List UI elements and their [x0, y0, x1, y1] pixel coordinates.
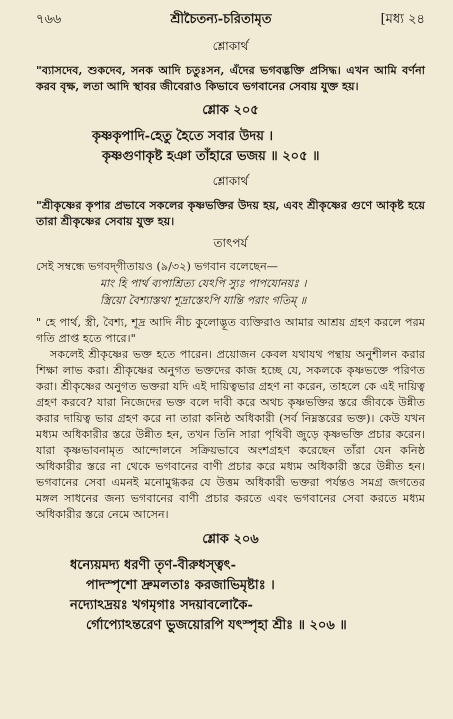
page-header — [36, 10, 425, 32]
verse-line: র্গোপ্যোঽন্তরেণ ভুজয়োরপি যৎস্পৃহা শ্রীঃ ॥ ২০৬ ॥ — [86, 618, 347, 633]
sloka-heading: শ্লোক ২০৫ — [202, 103, 259, 118]
translation-text: "শ্রীকৃষ্ণের কৃপার প্রভাবে সকলের কৃষ্ণভক্তির উদয় হয়, এবং শ্রীকৃষ্ণের গুণে আকৃষ্ট হয়ে তারা শ্রীকৃষ্ণের সেবায় যুক্ত হয়। — [36, 198, 425, 228]
verse-line: কৃষ্ণগুণাকৃষ্ট হঞা তাঁহারে ভজয় ॥ ২০৫ ॥ — [102, 149, 320, 164]
chapter-label: [মধ্য ২৪ — [380, 12, 425, 27]
verse-line: নদ্যোঽদ্রয়ঃ খগমৃগাঃ সদয়াবলোকৈ- — [70, 598, 253, 613]
gita-verse-line: স্ত্রিয়ো বৈশ্যাস্তথা শূদ্রাস্তেঽপি যান্তি পরাং গতিম্ ॥ — [100, 294, 307, 307]
translation-label: শ্লোকার্থ — [212, 39, 249, 53]
book-title: শ্রীচৈতন্য-চরিতামৃত — [170, 12, 272, 27]
verse-line: ধন্যেয়মদ্য ধরণী তৃণ-বীরুধস্ত্বৎ- — [70, 558, 236, 573]
translation-text: "ব্যাসদেব, শুকদেব, সনক আদি চতুঃসন, এঁদের ভগবদ্ভক্তি প্রসিদ্ধ। এখন আমি বর্ণনা করব বৃক্ষ, লতা আদি স্থাবর জীবেরাও কিভাবে ভগবানের সেবায় যুক্ত হয়। — [36, 63, 425, 93]
purport-label: তাৎপর্য — [213, 236, 248, 250]
translation-label: শ্লোকার্থ — [212, 174, 249, 188]
gita-verse-line: মাং হি পার্থ ব্যপাশ্রিত্য যেঽপি স্যুঃ পাপযোনয়ঃ । — [100, 277, 307, 290]
purport-body: সকলেই শ্রীকৃষ্ণের ভক্ত হতে পারেন। প্রয়োজন কেবল যথাযথ পন্থায় অনুশীলন করার শিক্ষা লাভ করা। শ্রীকৃষ্ণের অনুগত ভক্তদের কাজ হচ্ছে যে, সকলকে কৃষ্ণভক্তে পরিণত করা। শ্রীকৃষ্ণের অনুগত ভক্তরা যদি এই দায়িত্বভার গ্রহণ না করেন, তাহলে কে এই দায়িত্ব গ্রহণ করবে? যারা নিজেদের ভক্ত বলে দাবী করে অথচ কৃষ্ণভক্তির স্তরে জীবকে উন্নীত করার দায়িত্ব ভার গ্রহণ করে না তারা কনিষ্ঠ অধিকারী (সর্ব নিম্নস্তরের ভক্ত)। কেউ যখন মধ্যম অধিকারীর স্তরে উন্নীত হন, তখন তিনি সারা পৃথিবী জুড়ে কৃষ্ণভক্তি প্রচার করেন। যারা কৃষ্ণভাবনামৃত আন্দোলনে সক্রিয়ভাবে অংশগ্রহণ করেছেন তাঁরা যেন কনিষ্ঠ অধিকারীর স্তরে না থেকে ভগবানের বাণী প্রচার করে মধ্যম অধিকারী স্তরে উন্নীত হন। ভগবানের সেবা এমনই মনোমুগ্ধকর যে উত্তম অধিকারী ভক্তরা পর্যন্তও সমগ্র জগতের মঙ্গল সাধনের জন্য ভগবানের বাণী প্রচার করতে এবং ভগবানের সেবা করতে মধ্যম অধিকারীর স্তরে নেমে আসেন। — [36, 348, 425, 521]
verse-line: কৃষ্ণকৃপাদি-হেতু হৈতে সবার উদয় । — [92, 129, 274, 144]
page-number: ৭৬৬ — [36, 12, 62, 27]
purport-quote: " হে পার্থ, স্ত্রী, বৈশ্য, শূদ্র আদি নীচ কুলোদ্ভূত ব্যক্তিরাও আমার আশ্রয় গ্রহণ করলে পরম গতি প্রাপ্ত হতে পারে।" — [36, 316, 425, 345]
verse-line: পাদস্পৃশো দ্রুমলতাঃ করজাভিমৃষ্টাঃ । — [86, 578, 275, 593]
sloka-heading: শ্লোক ২০৬ — [202, 532, 259, 547]
purport-intro: সেই সম্বন্ধে ভগবদ্‌গীতায়ও (৯/৩২) ভগবান বলেছেন— — [36, 260, 278, 273]
